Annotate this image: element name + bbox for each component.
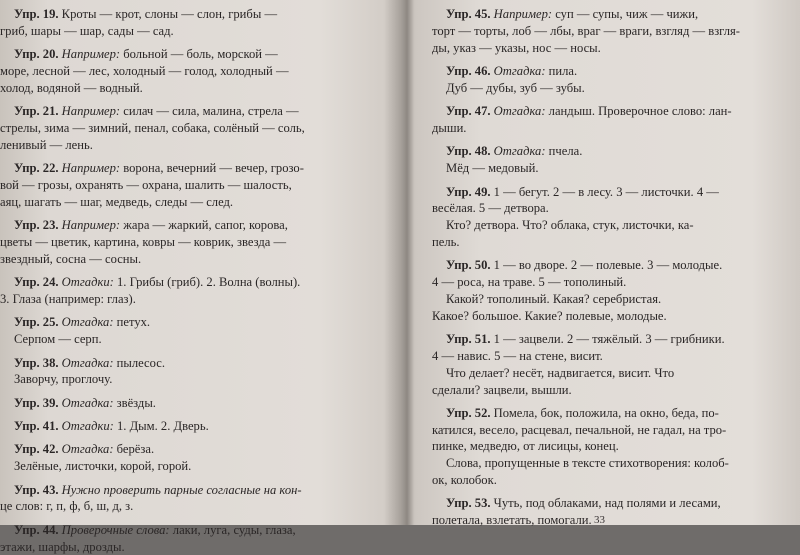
exercise-text: больной — боль, морской — [123,47,278,62]
block-gap [432,56,792,63]
exercise-text: весёлая. 5 — детвора. [432,201,549,216]
exercise-intro: Отгадка: [61,395,114,410]
exercise-text: сделали? зацвели, вышли. [432,382,572,397]
exercise-line [432,200,792,217]
exercise-text: Серпом — серп. [14,332,102,347]
exercise-text: Кроты — крот, слоны — слон, грибы — [61,7,278,21]
exercise-text: пчела. [548,144,583,159]
exercise-label: Упр. 47. [446,104,491,119]
book-fold [400,0,414,525]
exercise-label: Упр. 43. [14,482,59,497]
exercise-text: берёза. [116,442,155,457]
block-gap [0,515,400,522]
exercise-intro: Отгадки: [61,419,114,434]
block-gap [0,475,400,482]
exercise-text: 3. Глаза (например: глаз). [0,291,136,306]
exercise-text: 4 — роса, на траве. 5 — тополиный. [432,275,627,290]
exercise-intro: Отгадка: [493,104,546,119]
block-gap [0,308,400,315]
exercise-label: Упр. 51. [446,332,491,347]
exercise-intro: Отгадка: [61,315,114,330]
exercise-line [432,160,792,177]
exercise-text: ок, колобок. [432,473,497,488]
exercise-intro: Например: [61,161,121,176]
exercise-line [0,331,400,348]
exercise-line [0,217,400,234]
block-gap [0,211,400,218]
block-gap [432,137,792,144]
exercise-text: силач — сила, малина, стрела — [123,104,299,119]
exercise-label: Упр. 20. [14,47,59,62]
block-gap [432,398,792,405]
exercise-line [432,348,792,365]
exercise-text: Зелёные, листочки, корой, горой. [14,459,192,474]
exercise-label: Упр. 21. [14,104,59,119]
exercise-label: Упр. 39. [14,395,59,410]
exercise-line [0,314,400,331]
exercise-intro: Отгадка: [493,144,546,159]
exercise-text: пель. [432,234,460,249]
exercise-text: 1. Грибы (гриб). 2. Волна (волны). [116,275,301,290]
exercise-intro: Отгадка: [493,63,546,78]
exercise-line [432,331,792,348]
exercise-line [432,455,792,472]
exercise-line [0,539,400,555]
exercise-label: Упр. 44. [14,522,59,537]
exercise-text: Какой? тополиный. Какая? серебристая. [446,291,662,306]
exercise-line [432,257,792,274]
block-gap [0,388,400,395]
exercise-text: це слов: г, п, ф, б, ш, д, з. [0,499,134,514]
exercise-text: катился, весело, расцевал, печальной, не гадал, на тро- [432,422,727,437]
exercise-line [432,512,792,529]
exercise-intro: Отгадки: [61,275,114,290]
exercise-line [432,80,792,97]
exercise-text: 1 — зацвели. 2 — тяжёлый. 3 — грибники. [493,332,725,347]
block-gap [0,97,400,104]
exercise-line [0,522,400,539]
exercise-label: Упр. 45. [446,7,491,21]
exercise-line [432,234,792,251]
exercise-line [0,498,400,515]
block-gap [432,489,792,496]
exercise-text: цветы — цветик, картина, ковры — коврик, звезда — [0,234,287,249]
exercise-text: пылесос. [116,355,165,370]
exercise-line [0,46,400,63]
exercise-line [0,291,400,308]
exercise-line [432,495,792,512]
block-gap [432,177,792,184]
exercise-line [432,365,792,382]
exercise-intro: Отгадка: [61,442,114,457]
exercise-text: Кто? детвора. Что? облака, стук, листочки, ка- [446,218,694,233]
exercise-text: Чуть, под облаками, над полями и лесами, [493,496,721,511]
exercise-label: Упр. 24. [14,275,59,290]
exercise-line [0,234,400,251]
exercise-text: жара — жаркий, сапог, корова, [123,218,288,233]
block-gap [0,268,400,275]
exercise-line [0,6,400,23]
exercise-line [0,458,400,475]
exercise-line [432,291,792,308]
exercise-text: холод, водяной — водный. [0,80,143,95]
exercise-label: Упр. 46. [446,63,491,78]
exercise-line [432,274,792,291]
block-gap [0,411,400,418]
exercise-line [432,382,792,399]
exercise-line [432,23,792,40]
exercise-text: гриб, шары — шар, сады — сад. [0,23,174,38]
exercise-line [432,6,792,23]
left-page [0,6,400,555]
exercise-label: Упр. 49. [446,184,491,199]
exercise-text: суп — супы, чиж — чижи, [555,7,699,21]
exercise-line [432,405,792,422]
exercise-line [0,177,400,194]
exercise-line [0,137,400,154]
exercise-intro: Например: [493,7,553,21]
exercise-line [432,143,792,160]
exercise-label: Упр. 38. [14,355,59,370]
right-page [432,6,792,529]
exercise-label: Упр. 19. [14,7,59,21]
exercise-text: пинке, медведю, от лисицы, конец. [432,439,619,454]
exercise-text: ленивый — лень. [0,137,93,152]
exercise-label: Упр. 23. [14,218,59,233]
exercise-line [432,40,792,57]
exercise-line [0,160,400,177]
exercise-intro: Например: [61,218,121,233]
exercise-intro: Нужно проверить парные согласные на кон- [61,482,302,497]
exercise-line [0,23,400,40]
block-gap [432,325,792,332]
exercise-line [432,422,792,439]
exercise-intro: Проверочные слова: [61,522,170,537]
exercise-line [432,63,792,80]
exercise-text: петух. [116,315,151,330]
exercise-text: ды, указ — указы, нос — носы. [432,40,601,55]
exercise-label: Упр. 42. [14,442,59,457]
exercise-label: Упр. 50. [446,258,491,273]
block-gap [0,154,400,161]
exercise-text: Какое? большое. Какие? полевые, молодые. [432,308,667,323]
exercise-intro: Отгадка: [61,355,114,370]
exercise-line [0,63,400,80]
exercise-text: 1 — бегут. 2 — в лесу. 3 — листочки. 4 — [493,184,719,199]
block-gap [0,435,400,442]
exercise-text: Мёд — медовый. [446,161,539,176]
exercise-text: 4 — навис. 5 — на стене, висит. [432,348,603,363]
exercise-label: Упр. 48. [446,144,491,159]
exercise-line [432,184,792,201]
exercise-label: Упр. 52. [446,405,491,420]
exercise-line [0,371,400,388]
exercise-text: море, лесной — лес, холодный — голод, холодный — [0,63,289,78]
page-number: 33 [594,514,605,526]
exercise-text: вой — грозы, охранять — охрана, шалить — шалость, [0,177,292,192]
exercise-label: Упр. 53. [446,496,491,511]
block-gap [0,40,400,47]
exercise-line [432,217,792,234]
exercise-line [0,194,400,211]
exercise-text: Что делает? несёт, надвигается, висит. Что [446,365,675,380]
exercise-text: ворона, вечерний — вечер, грозо- [123,161,304,176]
exercise-text: 1. Дым. 2. Дверь. [116,419,209,434]
exercise-line [0,103,400,120]
exercise-text: пила. [548,63,578,78]
exercise-text: звёзды. [116,395,156,410]
exercise-line [432,438,792,455]
exercise-line [0,251,400,268]
exercise-text: полетала, взлетать, помогали. [432,513,592,528]
exercise-line [0,80,400,97]
exercise-intro: Например: [61,104,121,119]
exercise-line [0,441,400,458]
exercise-text: Помела, бок, положила, на окно, беда, по- [493,405,719,420]
exercise-intro: Например: [61,47,121,62]
exercise-text: аяц, шагать — шаг, медведь, следы — след. [0,194,234,209]
exercise-text: звездный, сосна — сосны. [0,251,142,266]
block-gap [0,348,400,355]
exercise-text: этажи, шарфы, дрозды. [0,539,125,554]
exercise-line [0,355,400,372]
exercise-line [432,472,792,489]
exercise-text: стрелы, зима — зимний, пенал, собака, солёный — соль, [0,120,305,135]
block-gap [432,251,792,258]
exercise-line [432,120,792,137]
exercise-line [0,274,400,291]
exercise-line [0,482,400,499]
exercise-text: 1 — во дворе. 2 — полевые. 3 — молодые. [493,258,723,273]
block-gap [432,97,792,104]
exercise-text: дыши. [432,120,467,135]
exercise-line [0,418,400,435]
exercise-text: лаки, луга, суды, глаза, [172,522,296,537]
exercise-text: Дуб — дубы, зуб — зубы. [446,80,585,95]
exercise-text: ландыш. Проверочное слово: лан- [548,104,732,119]
exercise-line [0,395,400,412]
exercise-text: торт — торты, лоб — лбы, враг — враги, взгляд — взгля- [432,23,740,38]
exercise-label: Упр. 41. [14,419,59,434]
exercise-text: Заворчу, проглочу. [14,372,113,387]
exercise-line [0,120,400,137]
exercise-text: Слова, пропущенные в тексте стихотворения: колоб- [446,456,729,471]
exercise-label: Упр. 22. [14,161,59,176]
exercise-label: Упр. 25. [14,315,59,330]
exercise-line [432,103,792,120]
exercise-line [432,308,792,325]
